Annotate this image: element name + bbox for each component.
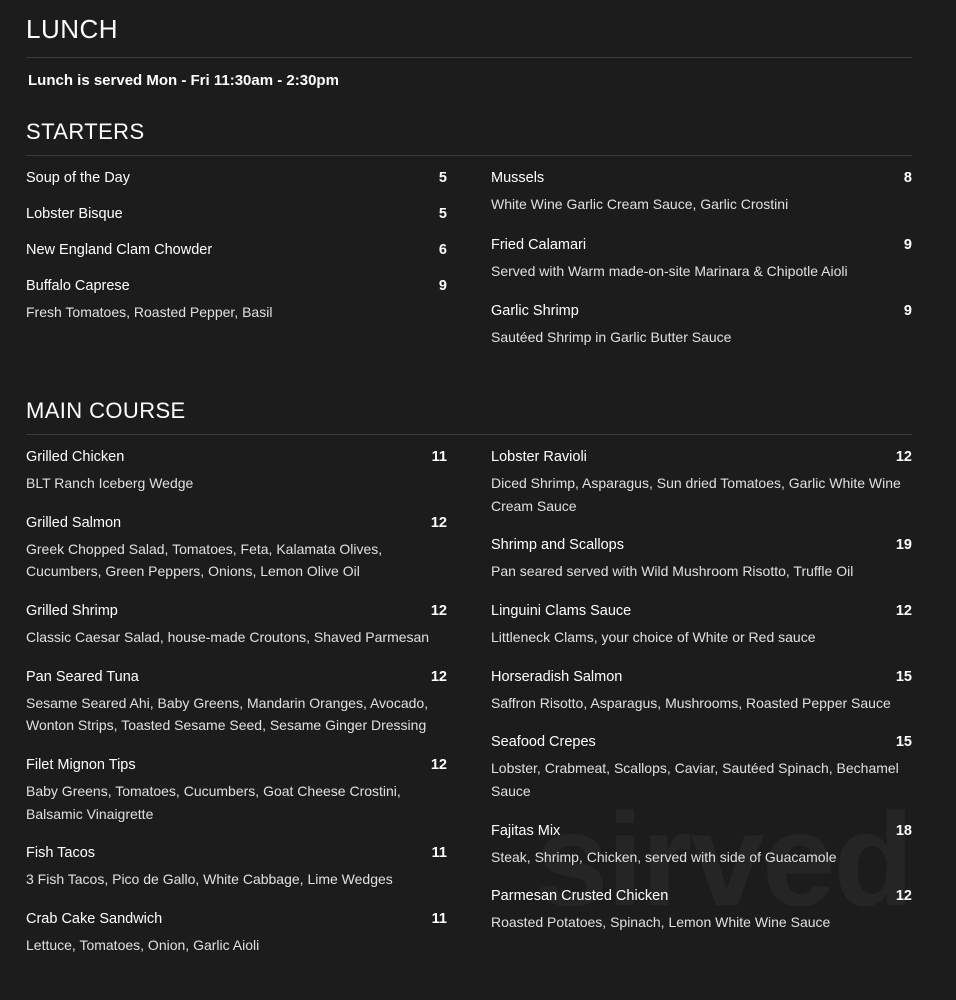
menu-item-description: Served with Warm made-on-site Marinara & Chipotle Aioli: [491, 262, 848, 279]
menu-item-price: 15: [895, 668, 912, 685]
menu-item-name: Grilled Salmon: [26, 514, 122, 531]
menu-item-head: [491, 237, 912, 253]
menu-item-price: 19: [895, 537, 912, 554]
menu-column: [491, 449, 912, 977]
menu-item-head: [491, 449, 912, 465]
menu-item-description: Fresh Tomatoes, Roasted Pepper, Basil: [26, 304, 273, 320]
menu-item-description: Sautéed Shrimp in Garlic Butter Sauce: [491, 329, 732, 346]
menu-item-price: 12: [895, 449, 912, 466]
menu-item: [26, 845, 447, 891]
menu-item-description: Greek Chopped Salad, Tomatoes, Feta, Kalamata Olives, Cucumbers, Green Peppers, Onions, Lemon Olive Oil: [26, 540, 383, 580]
menu-item: [491, 170, 912, 216]
menu-item-price: 12: [430, 668, 447, 685]
menu-item-price: 12: [430, 757, 447, 774]
menu-item-description: Saffron Risotto, Asparagus, Mushrooms, Roasted Pepper Sauce: [491, 694, 891, 711]
menu-item: [26, 449, 447, 495]
menu-item: [26, 515, 447, 583]
menu-item: [491, 823, 912, 869]
menu-item-description: 3 Fish Tacos, Pico de Gallo, White Cabbage, Lime Wedges: [26, 871, 393, 888]
menu-item-price: 12: [895, 603, 912, 620]
section-title: STARTERS: [26, 119, 912, 156]
menu-item: [491, 537, 912, 583]
menu-column: [491, 170, 912, 370]
menu-item-name: Garlic Shrimp: [491, 303, 579, 320]
menu-item: [491, 303, 912, 349]
menu-item-price: 9: [438, 278, 447, 294]
menu-item-head: [491, 823, 912, 839]
menu-item-name: Soup of the Day: [26, 170, 130, 186]
menu-item-head: [26, 603, 447, 619]
menu-item-description: Diced Shrimp, Asparagus, Sun dried Tomatoes, Garlic White Wine Cream Sauce: [491, 475, 901, 514]
menu-item: [26, 278, 447, 324]
menu-item-head: [26, 845, 447, 861]
menu-item-head: [26, 449, 447, 465]
menu-item-name: Pan Seared Tuna: [26, 668, 139, 685]
menu-item-head: [491, 734, 912, 750]
menu-item-price: 8: [903, 170, 912, 186]
menu-item-description: White Wine Garlic Cream Sauce, Garlic Crostini: [491, 196, 789, 212]
menu-item-price: 11: [431, 911, 447, 928]
menu-item-name: Horseradish Salmon: [491, 668, 623, 685]
menu-item: [491, 734, 912, 802]
menu-item-name: Buffalo Caprese: [26, 278, 130, 294]
menu-item-head: [491, 888, 912, 904]
menu-item-name: Fried Calamari: [491, 236, 587, 253]
menu-item: [491, 237, 912, 283]
menu-section-starters: [26, 119, 912, 370]
menu-item-description: Lobster, Crabmeat, Scallops, Caviar, Sautéed Spinach, Bechamel Sauce: [491, 760, 899, 800]
menu-item-price: 9: [903, 303, 912, 320]
menu-item-name: Fish Tacos: [26, 845, 96, 862]
menu-item: [26, 206, 447, 222]
menu-item-name: Lobster Ravioli: [491, 449, 587, 466]
menu-item-description: Classic Caesar Salad, house-made Croutons, Shaved Parmesan: [26, 629, 430, 646]
menu-item-name: Shrimp and Scallops: [491, 537, 624, 554]
menu-item-price: 12: [430, 603, 447, 620]
menu-column: [26, 170, 447, 370]
menu-item-description: Lettuce, Tomatoes, Onion, Garlic Aioli: [26, 937, 260, 954]
menu-item-head: [491, 303, 912, 319]
menu-item: [26, 669, 447, 737]
menu-item-name: Grilled Shrimp: [26, 603, 118, 620]
menu-item-description: Baby Greens, Tomatoes, Cucumbers, Goat Cheese Crostini, Balsamic Vinaigrette: [26, 783, 401, 822]
menu-item: [26, 242, 447, 258]
menu-item-price: 11: [431, 845, 447, 862]
menu-item-name: Filet Mignon Tips: [26, 757, 136, 774]
menu-item: [491, 603, 912, 649]
menu-item-head: [26, 515, 447, 531]
menu-item-head: [26, 278, 447, 294]
menu-item-head: [26, 242, 447, 258]
menu-item-head: [26, 170, 447, 186]
menu-item-price: 6: [438, 242, 447, 258]
menu-item-price: 9: [903, 236, 912, 253]
menu-item-head: [26, 911, 447, 927]
menu-item-name: Grilled Chicken: [26, 449, 125, 466]
menu-item-name: Crab Cake Sandwich: [26, 911, 163, 928]
menu-item-head: [491, 603, 912, 619]
menu-item-description: BLT Ranch Iceberg Wedge: [26, 475, 194, 492]
menu-item-name: Seafood Crepes: [491, 734, 596, 751]
menu-item: [26, 911, 447, 957]
menu-column: [26, 449, 447, 977]
menu-item-head: [491, 669, 912, 685]
menu-item: [26, 603, 447, 649]
menu-item-price: 15: [895, 734, 912, 751]
section-title: MAIN COURSE: [26, 398, 912, 435]
menu-item: [491, 669, 912, 715]
menu-item-price: 5: [438, 170, 447, 186]
menu-item-price: 11: [431, 449, 447, 466]
menu-item-price: 5: [438, 206, 447, 222]
menu-item-head: [491, 537, 912, 553]
section-columns: [26, 170, 912, 370]
menu-item: [491, 888, 912, 934]
section-columns: [26, 449, 912, 977]
menu-item-description: Roasted Potatoes, Spinach, Lemon White Wine Sauce: [491, 914, 831, 931]
menu-item-name: Linguini Clams Sauce: [491, 603, 632, 620]
menu-item-head: [491, 170, 912, 186]
menu-item-head: [26, 669, 447, 685]
menu-item-price: 12: [430, 514, 447, 531]
menu-item-name: New England Clam Chowder: [26, 242, 213, 258]
menu-item-price: 12: [895, 888, 912, 905]
menu-item-name: Mussels: [491, 170, 545, 186]
menu-item-head: [26, 757, 447, 773]
menu-section-main-course: [26, 398, 912, 977]
menu-item-description: Sesame Seared Ahi, Baby Greens, Mandarin Oranges, Avocado, Wonton Strips, Toasted Sesame Seed, Sesame Ginger Dressing: [26, 694, 429, 734]
menu-item-head: [26, 206, 447, 222]
menu-item: [26, 170, 447, 186]
menu-item-description: Steak, Shrimp, Chicken, served with side of Guacamole: [491, 848, 837, 865]
menu-item-name: Parmesan Crusted Chicken: [491, 888, 669, 905]
menu-item: [491, 449, 912, 517]
served-hours-note: Lunch is served Mon - Fri 11:30am - 2:30pm: [28, 72, 339, 89]
menu-item-name: Fajitas Mix: [491, 822, 561, 839]
menu-item-price: 18: [895, 822, 912, 839]
menu-item-description: Littleneck Clams, your choice of White or Red sauce: [491, 629, 816, 646]
menu-item: [26, 757, 447, 825]
menu-item-name: Lobster Bisque: [26, 206, 123, 222]
menu-item-description: Pan seared served with Wild Mushroom Risotto, Truffle Oil: [491, 563, 854, 580]
page-title: LUNCH: [26, 14, 912, 58]
